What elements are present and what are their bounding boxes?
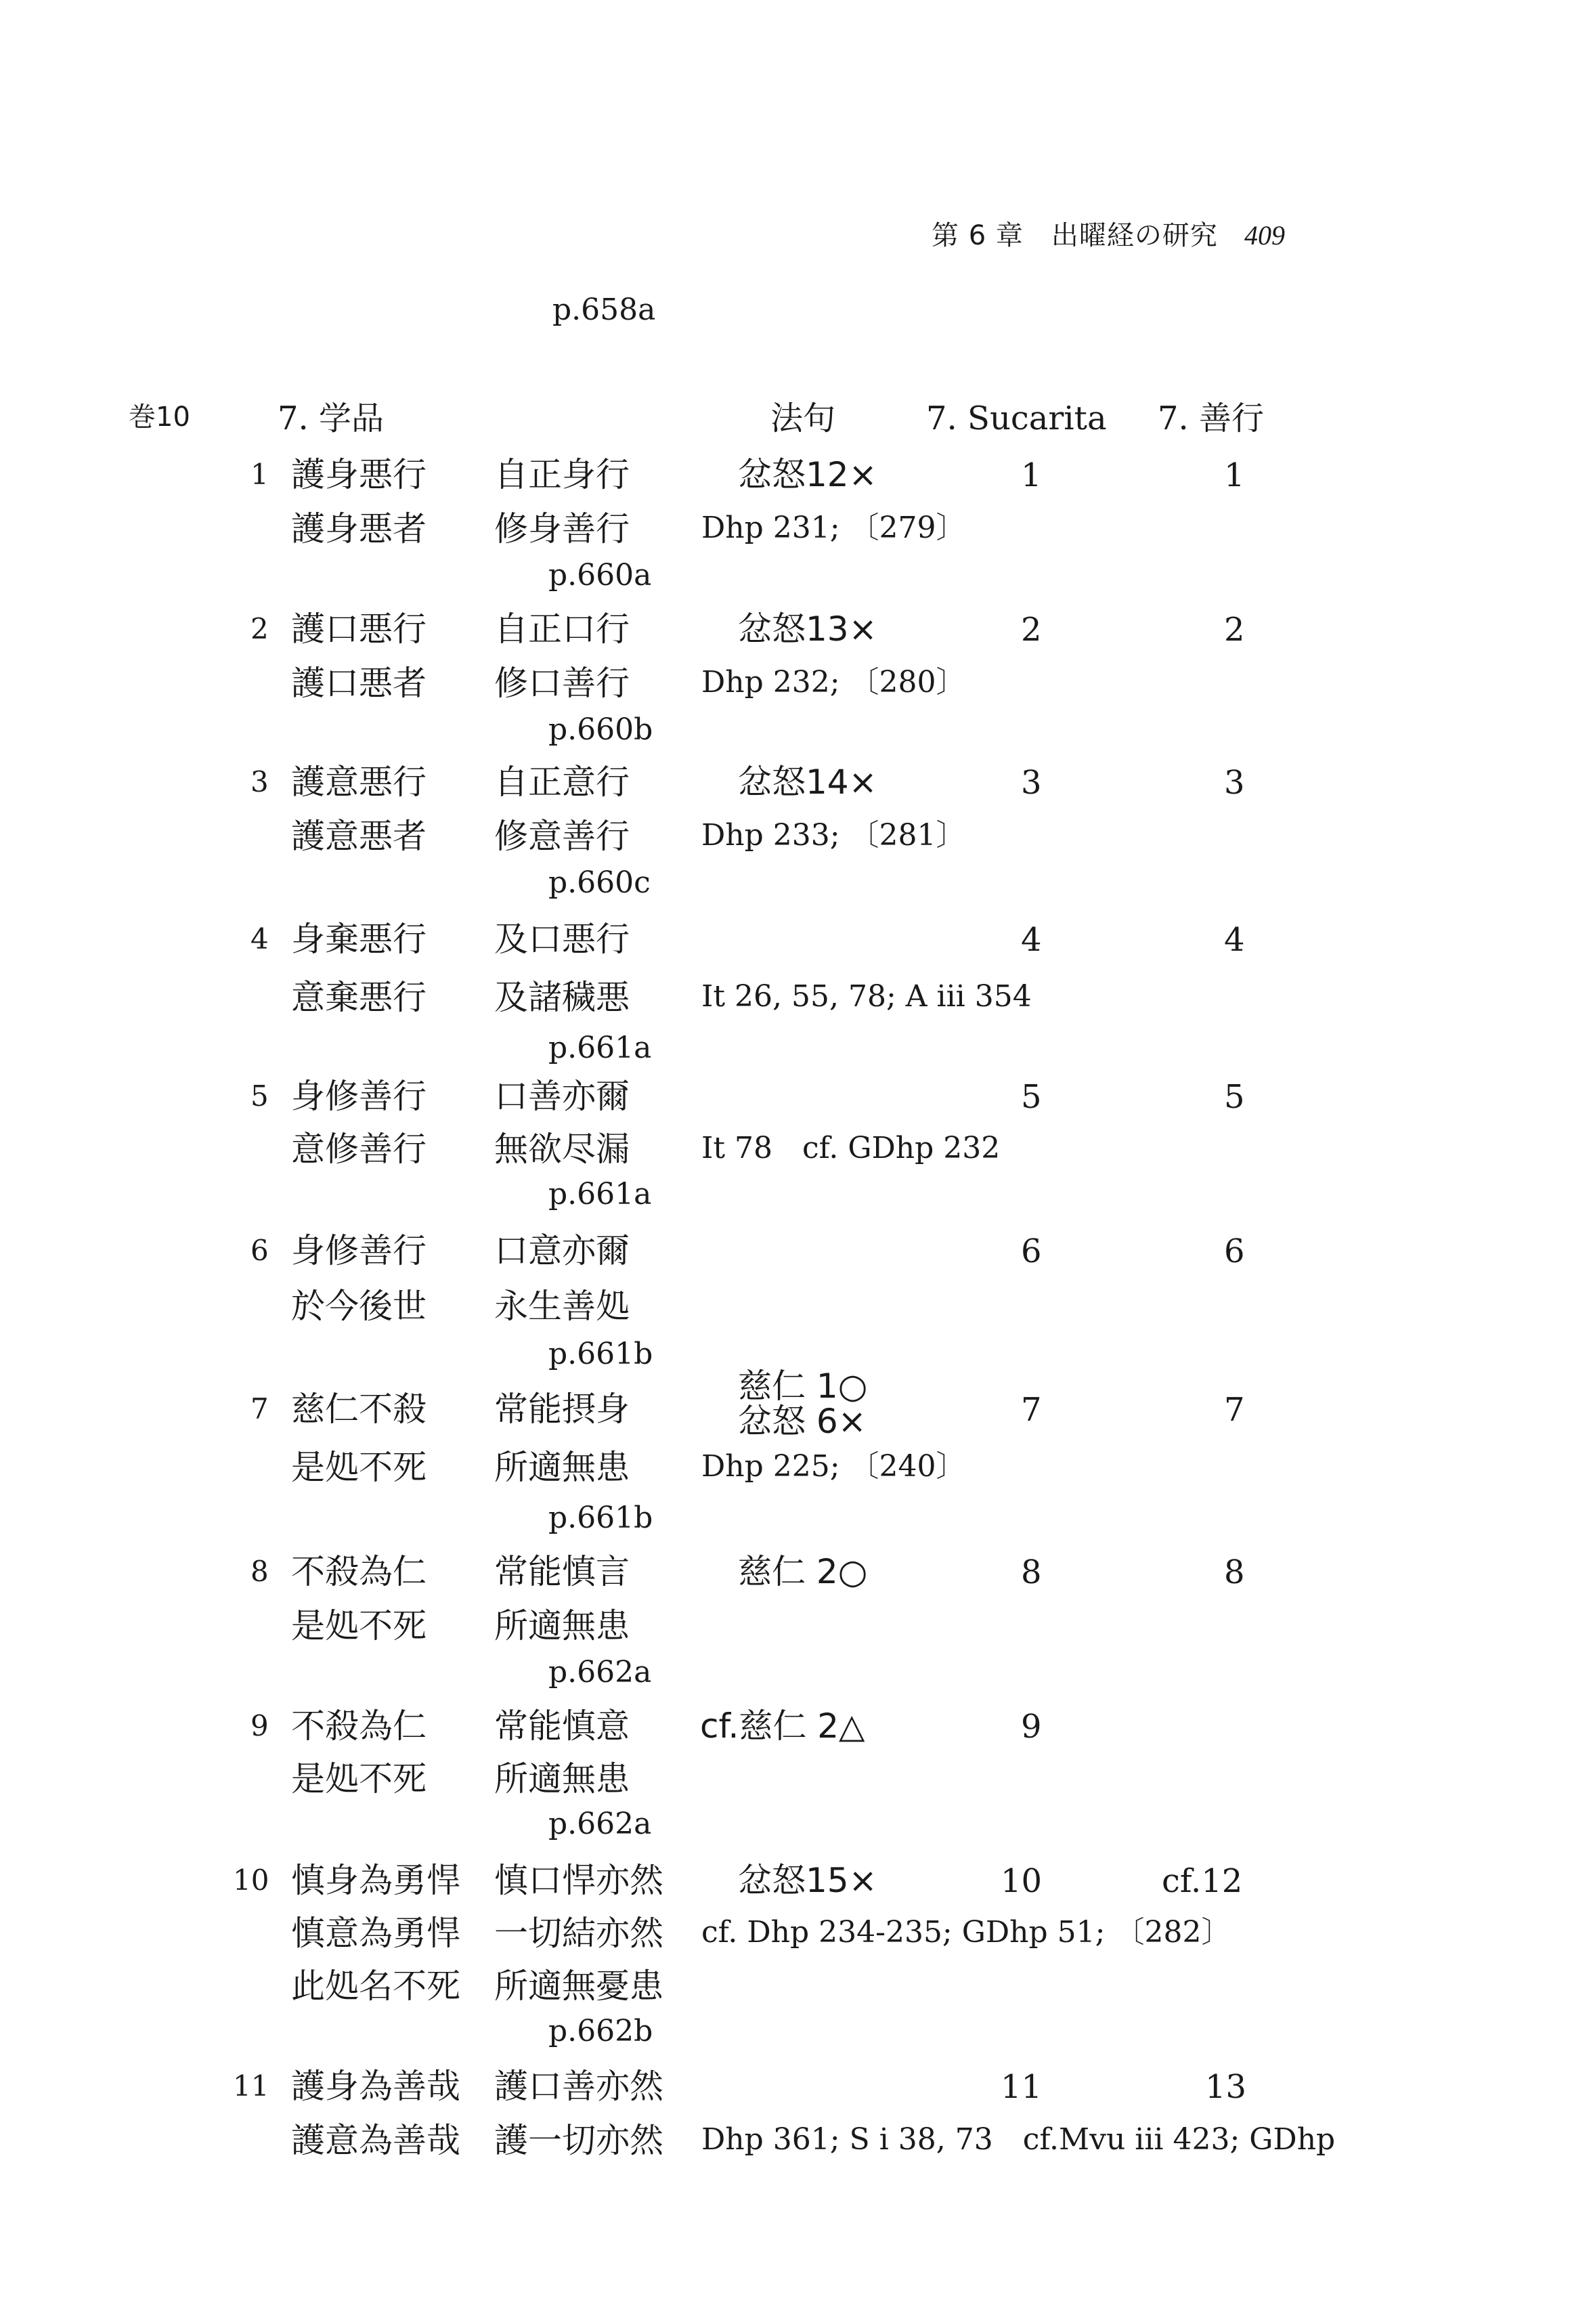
sanskrit-verse-number: 8 [1224, 1553, 1245, 1591]
verse-line-second-half: 自正口行 [494, 609, 630, 649]
verse-line-second-half: 口意亦爾 [494, 1231, 630, 1270]
verse-line-second-half: 常能摂身 [494, 1390, 630, 1429]
verse-line-first-half: 護口悪者 [291, 664, 427, 703]
verse-number: 9 [250, 1709, 269, 1742]
verse-line-first-half: 護身為善哉 [291, 2067, 460, 2106]
verse-line-first-half: 身修善行 [291, 1231, 427, 1270]
verse-line-first-half: 慎意為勇悍 [291, 1914, 460, 1953]
page-reference: p.660c [548, 865, 651, 900]
verse-line-first-half: 護意悪者 [291, 817, 427, 856]
pali-verse-number: 6 [1021, 1232, 1042, 1270]
verse-line-second-half: 修口善行 [494, 664, 630, 703]
verse-line-second-half: 永生善処 [494, 1287, 630, 1326]
verse-number: 2 [250, 612, 269, 645]
pali-parallel-reference: Dhp 225; 〔240〕 [701, 1449, 966, 1484]
sanskrit-verse-number: 7 [1224, 1391, 1245, 1429]
verse-line-first-half: 慎身為勇悍 [291, 1861, 460, 1900]
pali-parallel-reference: It 26, 55, 78; A iii 354 [701, 979, 1032, 1014]
verse-number: 6 [250, 1234, 269, 1267]
parallel-verse-reference: 忿怒15× [738, 1861, 877, 1900]
pali-verse-number: 1 [1021, 456, 1042, 494]
verse-line-second-half: 自正身行 [494, 455, 630, 494]
pali-parallel-reference: Dhp 361; S i 38, 73 cf.Mvu iii 423; GDhp [701, 2122, 1336, 2157]
parallel-verse-reference: 忿怒12× [738, 455, 877, 494]
verse-number: 5 [250, 1079, 269, 1113]
pali-parallel-reference: cf. Dhp 234-235; GDhp 51; 〔282〕 [701, 1915, 1231, 1950]
sanskrit-verse-number: 3 [1224, 764, 1245, 802]
verse-line-second-half: 常能慎言 [494, 1552, 630, 1591]
sanskrit-verse-number: 5 [1224, 1078, 1245, 1116]
verse-line-first-half: 是処不死 [291, 1606, 427, 1645]
parallel-verse-reference: 忿怒 6× [738, 1402, 867, 1441]
parallel-verse-reference: 慈仁 1○ [738, 1367, 868, 1406]
verse-number: 11 [233, 2069, 269, 2103]
verse-line-first-half: 護口悪行 [291, 609, 427, 649]
verse-line-first-half: 意修善行 [291, 1129, 427, 1169]
verse-line-first-half: 身棄悪行 [291, 920, 427, 959]
verse-number: 7 [250, 1392, 269, 1425]
pali-parallel-reference: Dhp 233; 〔281〕 [701, 818, 966, 853]
page-number: 409 [1244, 220, 1285, 251]
page-reference: p.661a [548, 1031, 652, 1065]
sanskrit-verse-number: 1 [1224, 456, 1245, 494]
sanskrit-verse-number: 13 [1205, 2068, 1247, 2106]
page-reference: p.662b [548, 2014, 653, 2048]
page-reference: p.660b [548, 712, 653, 747]
sanskrit-verse-number: 2 [1224, 611, 1245, 649]
pali-parallel-reference: Dhp 232; 〔280〕 [701, 665, 966, 700]
page-reference: p.658a [552, 293, 656, 327]
dhp-column-title: 法句 [770, 400, 836, 437]
parallel-verse-reference: cf.慈仁 2△ [700, 1706, 865, 1746]
page-reference: p.661b [548, 1337, 653, 1371]
verse-number: 3 [250, 765, 269, 798]
pali-verse-number: 11 [1001, 2068, 1043, 2106]
pali-verse-number: 3 [1021, 764, 1042, 802]
verse-line-first-half: 護意為善哉 [291, 2121, 460, 2160]
pali-verse-number: 5 [1021, 1078, 1042, 1116]
verse-line-second-half: 無欲尽漏 [494, 1129, 630, 1169]
verse-line-first-half: 於今後世 [291, 1287, 427, 1326]
verse-line-second-half: 及口悪行 [494, 920, 630, 959]
verse-line-first-half: 身修善行 [291, 1077, 427, 1116]
verse-line-second-half: 護一切亦然 [494, 2121, 663, 2160]
parallel-verse-reference: 忿怒14× [738, 762, 877, 802]
verse-line-second-half: 自正意行 [494, 762, 630, 802]
verse-line-first-half: 不殺為仁 [291, 1552, 427, 1591]
pali-verse-number: 10 [1001, 1862, 1043, 1900]
verse-line-first-half: 不殺為仁 [291, 1706, 427, 1746]
udanavarga-chapter-title: 7. 学品 [278, 400, 385, 437]
pali-verse-number: 2 [1021, 611, 1042, 649]
verse-line-second-half: 慎口悍亦然 [494, 1861, 663, 1900]
page-reference: p.661b [548, 1501, 653, 1535]
verse-line-second-half: 護口善亦然 [494, 2067, 663, 2106]
verse-line-first-half: 護身悪行 [291, 455, 427, 494]
sanskrit-verse-number: cf.12 [1162, 1862, 1243, 1900]
running-header-chapter: 第 6 章 出曜経の研究 [932, 220, 1218, 251]
verse-number: 4 [250, 922, 269, 955]
pali-chapter-title: 7. Sucarita [926, 400, 1107, 437]
pali-verse-number: 9 [1021, 1708, 1042, 1746]
verse-line-first-half: 是処不死 [291, 1759, 427, 1799]
pali-verse-number: 8 [1021, 1553, 1042, 1591]
verse-line-second-half: 常能慎意 [494, 1706, 630, 1746]
verse-line-second-half: 所適無憂患 [494, 1966, 663, 2006]
verse-line-second-half: 修身善行 [494, 509, 630, 548]
verse-line-second-half: 口善亦爾 [494, 1077, 630, 1116]
verse-line-first-half: 慈仁不殺 [291, 1390, 427, 1429]
verse-line-first-half: 此処名不死 [291, 1966, 460, 2006]
parallel-verse-reference: 慈仁 2○ [738, 1552, 868, 1591]
verse-number: 1 [250, 458, 269, 491]
parallel-verse-reference: 忿怒13× [738, 609, 877, 649]
sanskrit-verse-number: 6 [1224, 1232, 1245, 1270]
verse-line-first-half: 是処不死 [291, 1448, 427, 1487]
page-reference: p.662a [548, 1807, 652, 1841]
verse-line-first-half: 意棄悪行 [291, 978, 427, 1017]
verse-line-second-half: 所適無患 [494, 1448, 630, 1487]
pali-parallel-reference: Dhp 231; 〔279〕 [701, 511, 966, 545]
verse-line-second-half: 所適無患 [494, 1759, 630, 1799]
sanskrit-verse-number: 4 [1224, 921, 1245, 959]
volume-label: 巻10 [129, 402, 190, 433]
verse-number: 8 [250, 1555, 269, 1588]
pali-verse-number: 4 [1021, 921, 1042, 959]
sanskrit-chapter-title: 7. 善行 [1158, 400, 1265, 437]
verse-line-first-half: 護意悪行 [291, 762, 427, 802]
pali-parallel-reference: It 78 cf. GDhp 232 [701, 1131, 1001, 1165]
page-reference: p.661a [548, 1177, 652, 1211]
verse-line-second-half: 及諸穢悪 [494, 978, 630, 1017]
page-reference: p.662a [548, 1655, 652, 1690]
verse-number: 10 [233, 1864, 269, 1897]
page-reference: p.660a [548, 558, 652, 593]
pali-verse-number: 7 [1021, 1391, 1042, 1429]
verse-line-second-half: 所適無患 [494, 1606, 630, 1645]
verse-line-second-half: 一切結亦然 [494, 1914, 663, 1953]
verse-line-first-half: 護身悪者 [291, 509, 427, 548]
verse-line-second-half: 修意善行 [494, 817, 630, 856]
